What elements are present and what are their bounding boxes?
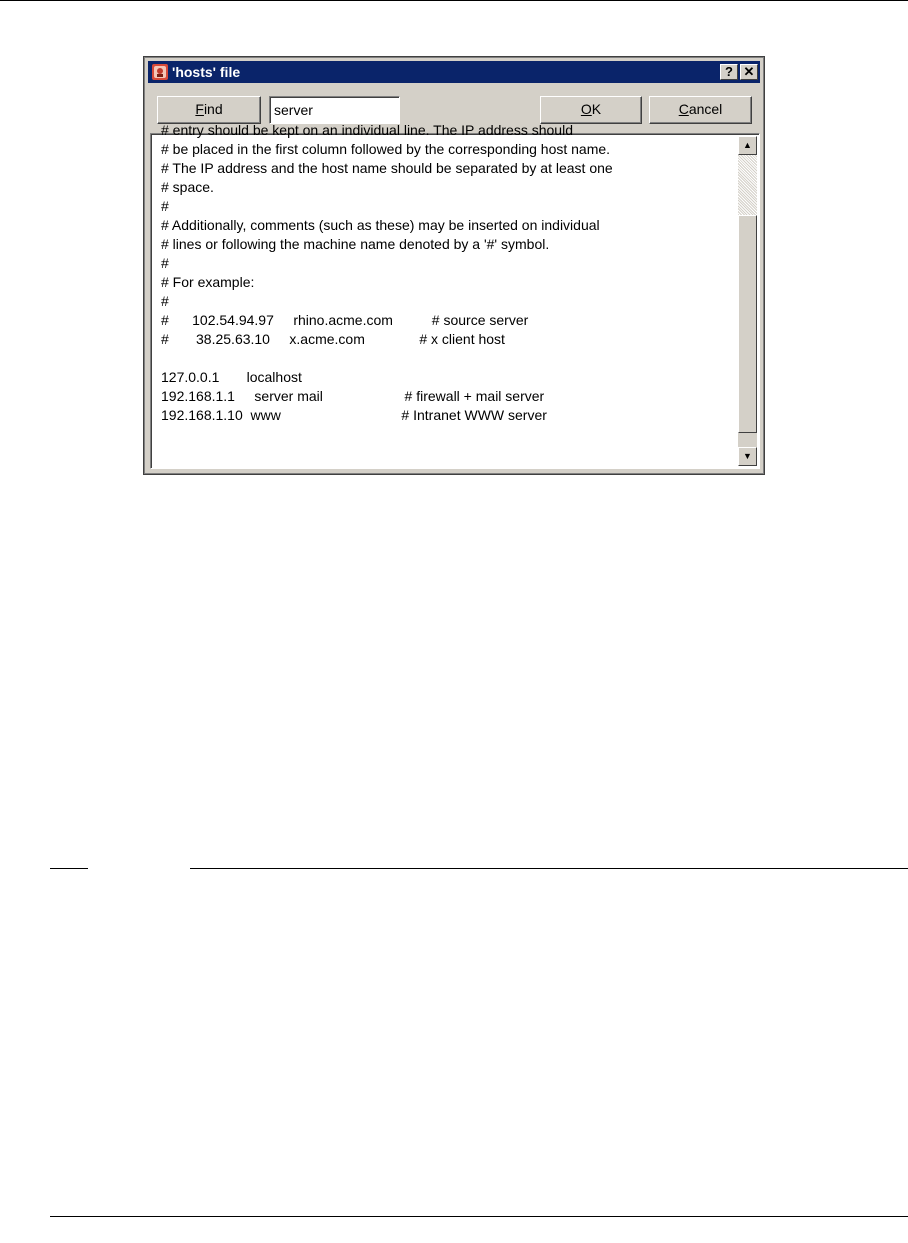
page-top-rule: [0, 0, 908, 1]
page-bottom-rule: [50, 1216, 908, 1217]
text-line: # Additionally, comments (such as these) may be inserted on individual: [161, 217, 600, 233]
text-line: # 102.54.94.97 rhino.acme.com # source server: [161, 312, 529, 328]
scroll-down-button[interactable]: [738, 447, 757, 466]
footnote-rule-long: [190, 868, 908, 869]
ok-accel: O: [580, 101, 592, 117]
hosts-app-icon: [151, 63, 169, 81]
find-button[interactable]: [157, 96, 261, 124]
arrow-up-icon: ▲: [743, 140, 752, 150]
help-icon: ?: [725, 64, 733, 79]
text-line: #: [161, 198, 169, 214]
text-line: 192.168.1.10 www # Intranet WWW server: [161, 407, 547, 423]
text-line: [161, 349, 729, 368]
cancel-button[interactable]: [649, 96, 752, 124]
text-line: #: [161, 255, 169, 271]
text-line: # The IP address and the host name should be separated by at least one: [161, 160, 613, 176]
arrow-down-icon: ▼: [743, 451, 752, 461]
search-input[interactable]: [269, 96, 400, 124]
window-title: 'hosts' file: [172, 64, 241, 80]
text-line: #: [161, 293, 169, 309]
hosts-text-area[interactable]: [150, 122, 760, 469]
text-line: # be placed in the first column followed by the corresponding host name.: [161, 141, 611, 157]
text-line: 192.168.1.1 server mail # firewall + mail server: [161, 388, 545, 404]
scroll-up-button[interactable]: [738, 136, 757, 155]
title-bar[interactable]: [148, 61, 760, 83]
find-label-rest: ind: [203, 101, 223, 117]
help-button[interactable]: [720, 64, 738, 80]
text-line: # For example:: [161, 274, 255, 290]
scroll-thumb[interactable]: [738, 215, 757, 433]
close-button[interactable]: [740, 64, 758, 80]
find-accel: F: [195, 101, 204, 117]
cancel-accel: C: [678, 101, 689, 117]
text-line: 127.0.0.1 localhost: [161, 369, 302, 385]
text-line: # entry should be kept on an individual line. The IP address should: [161, 122, 573, 138]
cancel-label-rest: ancel: [688, 101, 723, 117]
close-icon: ✕: [743, 64, 755, 79]
text-line: # 38.25.63.10 x.acme.com # x client host: [161, 331, 505, 347]
hosts-file-dialog: [144, 57, 764, 474]
text-line: # lines or following the machine name denoted by a '#' symbol.: [161, 236, 550, 252]
ok-label-rest: K: [591, 101, 602, 117]
vertical-scrollbar[interactable]: [738, 136, 757, 466]
scroll-track[interactable]: [738, 155, 757, 215]
text-line: # space.: [161, 179, 214, 195]
ok-button[interactable]: [540, 96, 642, 124]
footnote-rule-short: [50, 868, 88, 869]
hosts-text: [161, 121, 729, 425]
